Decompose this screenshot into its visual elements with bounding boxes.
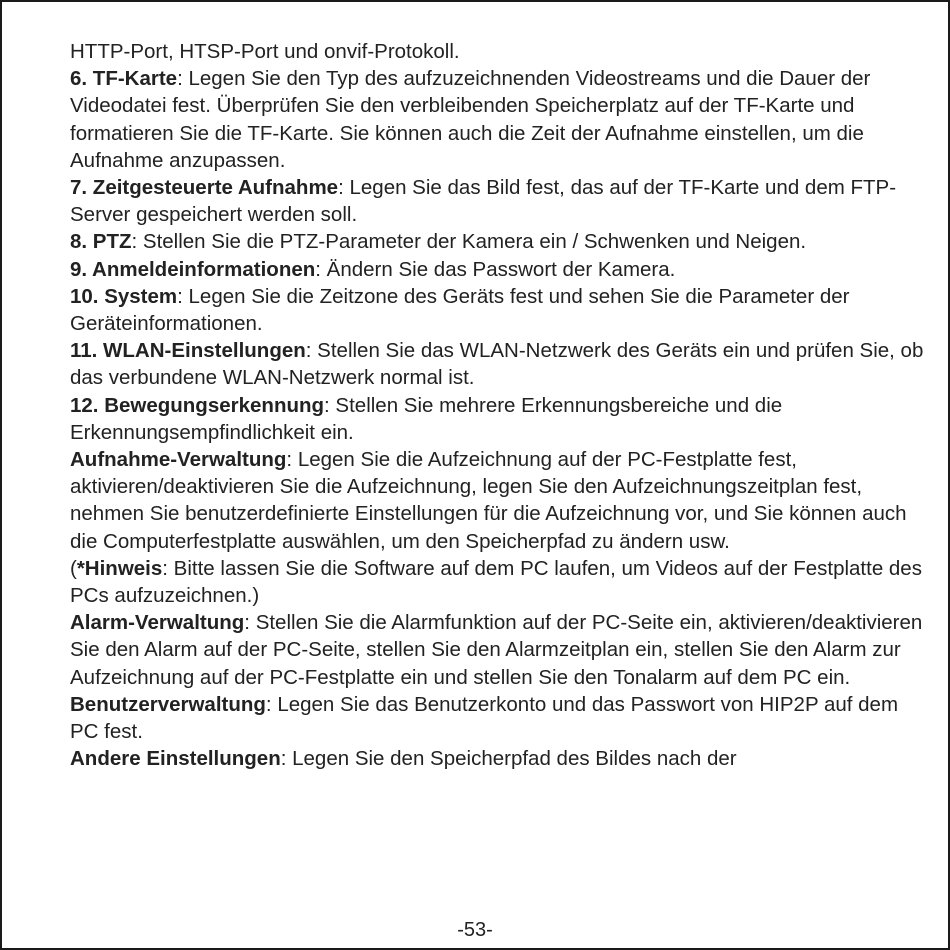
paragraph-term: Aufnahme-Verwaltung [70,448,287,472]
paragraph-ptz [70,228,930,255]
paragraph-note [70,555,930,609]
page-number: -53- [457,919,493,941]
paragraph-recording-management [70,446,930,555]
paragraph-other-settings [70,745,930,772]
paragraph-text: : Stellen Sie die Alarmfunktion auf der PC-Seite ein, aktivieren/deaktivieren Sie den Alarm auf der PC-Seite, stellen Sie den Alarmzeitplan ein, stellen Sie den Alarm zur Aufzeichnung auf der PC-Festplatte ein und stellen Sie den Tonalarm auf dem PC ein. [70,611,923,689]
paragraph-tf-card [70,65,930,174]
note-text: : Bitte lassen Sie die Software auf dem PC laufen, um Videos auf der Festplatte des PCs aufzuzeichnen.) [70,556,922,608]
paragraph-credentials [70,256,930,283]
paragraph-motion-detection [70,392,930,446]
paragraph-term: 10. System [70,284,178,308]
paragraph-timed-recording [70,174,930,228]
note-term: *Hinweis [76,556,163,580]
paragraph-term: 12. Bewegungserkennung [70,393,325,417]
paragraph-text: : Stellen Sie das WLAN-Netzwerk des Geräts ein und prüfen Sie, ob das verbundene WLAN-Netzwerk normal ist. [70,339,924,390]
paragraph-term: 8. PTZ [70,230,132,254]
paragraph-text: : Legen Sie die Zeitzone des Geräts fest und sehen Sie die Parameter der Geräteinformationen. [70,284,850,336]
paragraph-term: 6. TF-Karte [70,67,178,91]
paragraph-text: : Stellen Sie die PTZ-Parameter der Kamera ein / Schwenken und Neigen. [131,230,807,254]
paragraph-text: HTTP-Port, HTSP-Port und onvif-Protokoll. [70,40,460,63]
page-content [70,38,930,772]
paragraph-text: : Stellen Sie mehrere Erkennungsbereiche und die Erkennungsempfindlichkeit ein. [70,393,783,444]
paragraph-wlan [70,337,930,391]
paragraph-term: 11. WLAN-Einstellungen [70,339,306,363]
paragraph-text: : Legen Sie das Benutzerkonto und das Passwort von HIP2P auf dem PC fest. [70,692,899,744]
note-prefix: ( [70,556,77,580]
paragraph-term: 9. Anmeldeinformationen [70,257,316,281]
paragraph-alarm-management [70,609,930,691]
paragraph-text: : Legen Sie das Bild fest, das auf der TF-Karte und dem FTP-Server gespeichert werden soll. [70,176,897,227]
paragraph-text: : Legen Sie den Typ des aufzuzeichnenden Videostreams und die Dauer der Videodatei fest. Überprüfen Sie den verbleibenden Speicherplatz auf der TF-Karte und formatieren Sie die TF-Karte. Sie können auch die Zeit der Aufnahme einstellen, um die Aufnahme anzupassen. [70,67,871,172]
paragraph-text: : Legen Sie die Aufzeichnung auf der PC-Festplatte fest, aktivieren/deaktivieren Sie die Aufzeichnung, legen Sie den Aufzeichnungszeitplan fest, nehmen Sie benutzerdefinierte Einstellungen für die Aufzeichnung vor, und Sie können auch die Computerfestplatte auswählen, um den Speicherpfad zu ändern usw. [70,448,907,553]
paragraph-protocols [70,38,930,65]
paragraph-term: 7. Zeitgesteuerte Aufnahme [70,176,339,200]
paragraph-term: Andere Einstellungen [70,747,281,771]
paragraph-text: : Legen Sie den Speicherpfad des Bildes nach der [280,747,737,771]
paragraph-system [70,283,930,337]
paragraph-text: : Ändern Sie das Passwort der Kamera. [315,257,676,281]
paragraph-term: Alarm-Verwaltung [70,611,245,635]
paragraph-user-management [70,691,930,745]
paragraph-term: Benutzerverwaltung [70,692,266,716]
